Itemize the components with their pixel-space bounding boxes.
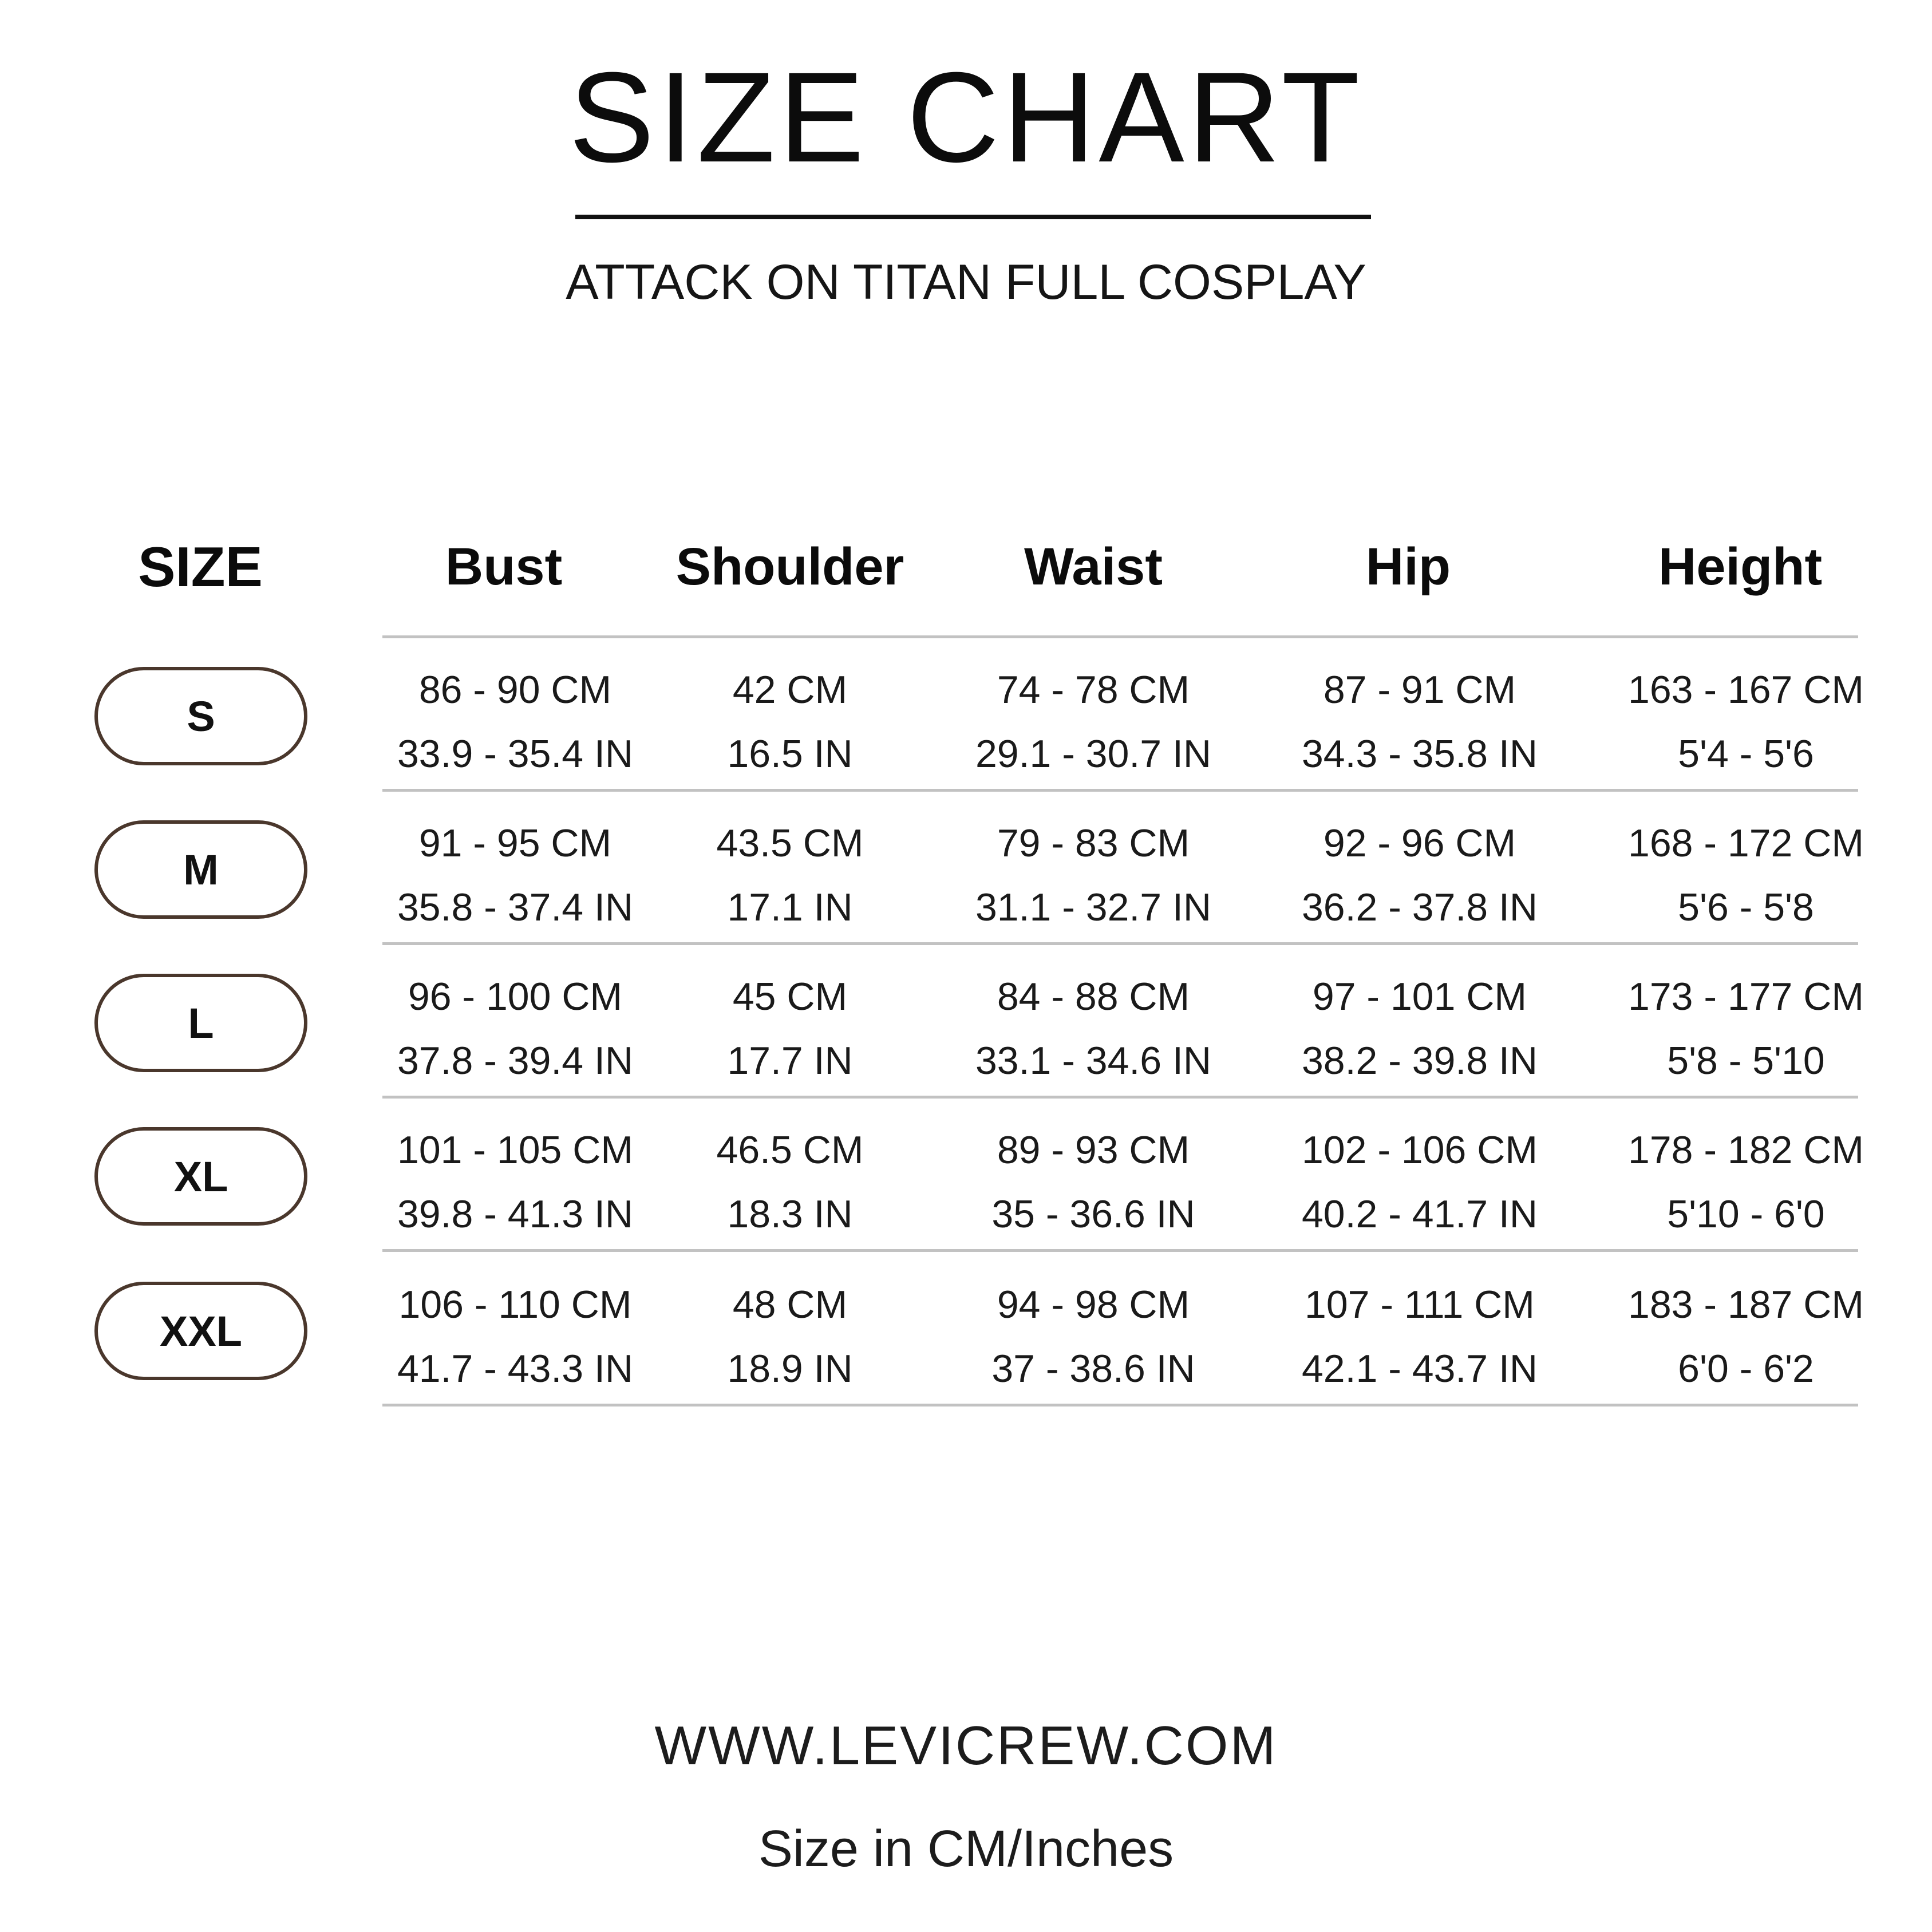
shoulder-cm-cell: 48 CM xyxy=(732,1283,848,1326)
hip-cm-cell: 92 - 96 CM xyxy=(1323,821,1516,865)
waist-cm-cell: 74 - 78 CM xyxy=(997,668,1190,712)
header-height: Height xyxy=(1658,538,1823,596)
size-badge: XL xyxy=(94,1127,307,1226)
shoulder-in-cell: 18.3 IN xyxy=(727,1192,853,1236)
shoulder-cm-cell: 43.5 CM xyxy=(716,821,864,865)
hip-cm-cell: 87 - 91 CM xyxy=(1323,668,1516,712)
waist-in-cell: 29.1 - 30.7 IN xyxy=(975,732,1212,776)
row-divider xyxy=(382,789,1858,792)
row-divider xyxy=(382,1096,1858,1099)
header-hip: Hip xyxy=(1365,538,1451,596)
hip-in-cell: 42.1 - 43.7 IN xyxy=(1301,1347,1538,1390)
shoulder-cm-cell: 45 CM xyxy=(732,975,848,1018)
waist-in-cell: 37 - 38.6 IN xyxy=(991,1347,1195,1390)
hip-in-cell: 34.3 - 35.8 IN xyxy=(1301,732,1538,776)
waist-in-cell: 35 - 36.6 IN xyxy=(991,1192,1195,1236)
height-in-cell: 6'0 - 6'2 xyxy=(1678,1347,1814,1390)
waist-in-cell: 31.1 - 32.7 IN xyxy=(975,886,1212,929)
height-cm-cell: 168 - 172 CM xyxy=(1628,821,1864,865)
bust-in-cell: 35.8 - 37.4 IN xyxy=(397,886,634,929)
bust-cm-cell: 91 - 95 CM xyxy=(418,821,612,865)
row-divider xyxy=(382,942,1858,945)
bust-in-cell: 37.8 - 39.4 IN xyxy=(397,1039,634,1082)
shoulder-in-cell: 17.7 IN xyxy=(727,1039,853,1082)
size-badge: L xyxy=(94,974,307,1072)
shoulder-cm-cell: 46.5 CM xyxy=(716,1128,864,1172)
hip-cm-cell: 102 - 106 CM xyxy=(1302,1128,1538,1172)
bust-cm-cell: 96 - 100 CM xyxy=(408,975,623,1018)
shoulder-in-cell: 18.9 IN xyxy=(727,1347,853,1390)
height-in-cell: 5'8 - 5'10 xyxy=(1667,1039,1825,1082)
website-url: WWW.LEVICREW.COM xyxy=(654,1715,1278,1776)
header-size: SIZE xyxy=(138,535,263,598)
shoulder-in-cell: 16.5 IN xyxy=(727,732,853,776)
page-title: SIZE CHART xyxy=(568,46,1364,189)
hip-cm-cell: 97 - 101 CM xyxy=(1312,975,1527,1018)
row-divider xyxy=(382,635,1858,638)
header-waist: Waist xyxy=(1024,538,1163,596)
bust-in-cell: 41.7 - 43.3 IN xyxy=(397,1347,634,1390)
size-badge: M xyxy=(94,820,307,919)
shoulder-in-cell: 17.1 IN xyxy=(727,886,853,929)
page-subtitle: ATTACK ON TITAN FULL COSPLAY xyxy=(566,255,1366,310)
height-cm-cell: 173 - 177 CM xyxy=(1628,975,1864,1018)
hip-in-cell: 38.2 - 39.8 IN xyxy=(1301,1039,1538,1082)
hip-in-cell: 40.2 - 41.7 IN xyxy=(1301,1192,1538,1236)
header-bust: Bust xyxy=(445,538,563,596)
shoulder-cm-cell: 42 CM xyxy=(732,668,848,712)
hip-in-cell: 36.2 - 37.8 IN xyxy=(1301,886,1538,929)
bust-in-cell: 39.8 - 41.3 IN xyxy=(397,1192,634,1236)
height-cm-cell: 163 - 167 CM xyxy=(1628,668,1864,712)
waist-in-cell: 33.1 - 34.6 IN xyxy=(975,1039,1212,1082)
waist-cm-cell: 79 - 83 CM xyxy=(997,821,1190,865)
bust-cm-cell: 106 - 110 CM xyxy=(398,1283,632,1326)
bust-in-cell: 33.9 - 35.4 IN xyxy=(397,732,634,776)
waist-cm-cell: 94 - 98 CM xyxy=(997,1283,1190,1326)
bust-cm-cell: 101 - 105 CM xyxy=(397,1128,633,1172)
height-in-cell: 5'10 - 6'0 xyxy=(1667,1192,1825,1236)
height-cm-cell: 183 - 187 CM xyxy=(1628,1283,1864,1326)
row-divider xyxy=(382,1249,1858,1252)
title-underline xyxy=(575,215,1371,219)
units-note: Size in CM/Inches xyxy=(758,1820,1174,1878)
height-cm-cell: 178 - 182 CM xyxy=(1628,1128,1864,1172)
size-badge: XXL xyxy=(94,1282,307,1380)
height-in-cell: 5'6 - 5'8 xyxy=(1678,886,1814,929)
height-in-cell: 5'4 - 5'6 xyxy=(1678,732,1814,776)
waist-cm-cell: 84 - 88 CM xyxy=(997,975,1190,1018)
waist-cm-cell: 89 - 93 CM xyxy=(997,1128,1190,1172)
size-badge: S xyxy=(94,667,307,765)
bust-cm-cell: 86 - 90 CM xyxy=(418,668,612,712)
row-divider xyxy=(382,1404,1858,1406)
header-shoulder: Shoulder xyxy=(675,538,904,596)
hip-cm-cell: 107 - 111 CM xyxy=(1305,1283,1535,1326)
